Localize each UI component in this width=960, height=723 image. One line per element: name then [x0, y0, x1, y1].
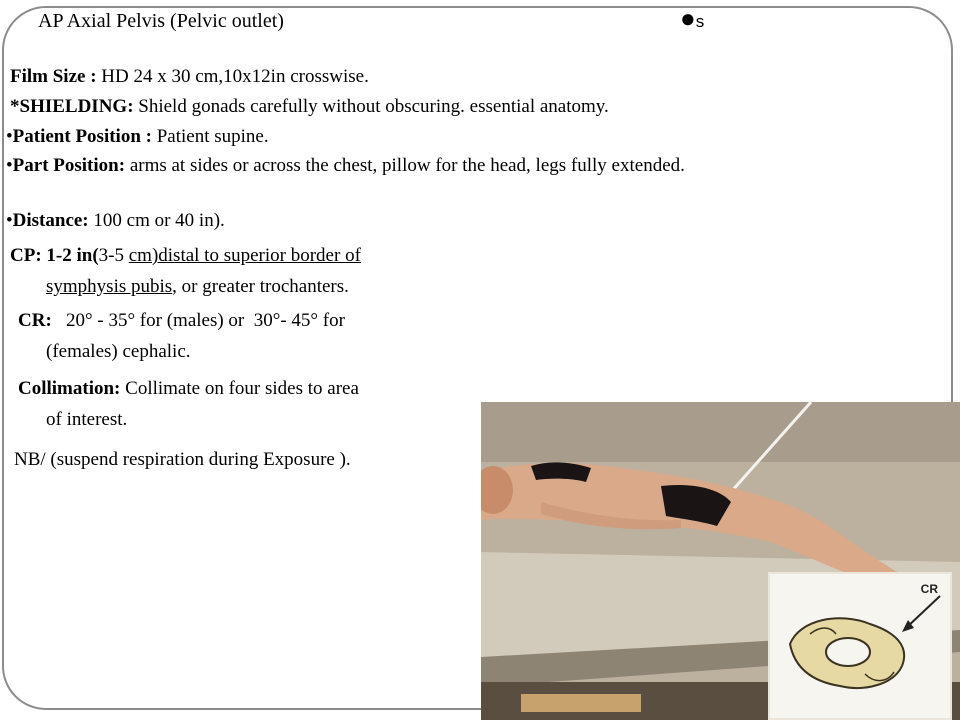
film-size-text: HD 24 x 30 cm,10x12in crosswise. — [96, 66, 369, 87]
bullet-glyph: • — [6, 126, 13, 147]
cp-label: CP: 1-2 in( — [10, 245, 99, 266]
distance-text: 100 cm or 40 in). — [88, 210, 225, 231]
cp-line-2 — [46, 276, 349, 298]
collimation-line2-text: of interest. — [46, 409, 128, 430]
bullet-dot-icon: ● — [680, 4, 696, 33]
part-position-line — [6, 155, 685, 177]
collimation-line-2 — [46, 409, 127, 431]
shielding-label: *SHIELDING: — [10, 96, 134, 117]
pelvis-diagram-inset — [768, 572, 952, 720]
cp-line-1 — [10, 245, 361, 267]
corner-bullet — [680, 6, 704, 33]
cr-line2-text: (females) cephalic. — [46, 341, 191, 362]
cp-text-underlined: cm)distal to superior border of — [128, 245, 361, 266]
bucky-tray — [521, 694, 641, 712]
film-size-label: Film Size : — [10, 66, 97, 87]
nb-line — [14, 449, 351, 471]
cp-text-plain: 3-5 — [98, 245, 129, 266]
collimation-label: Collimation: — [18, 378, 121, 399]
patient-position-line — [6, 126, 269, 148]
cr-line-2 — [46, 341, 191, 363]
cp-symphysis-text: symphysis pubis — [46, 276, 173, 297]
bullet-glyph: • — [6, 155, 13, 176]
cp-line2-rest: , or greater trochanters. — [172, 276, 349, 297]
part-position-label: Part Position: — [12, 155, 126, 176]
nb-text: NB/ (suspend respiration during Exposure ). — [14, 449, 351, 470]
patient-position-label: Patient Position : — [12, 126, 152, 147]
cr-arrow-shaft — [906, 596, 940, 628]
cr-label: CR: — [18, 310, 52, 331]
cr-line1-text: 20° - 35° for (males) or 30°- 45° for — [51, 310, 345, 331]
distance-line — [6, 210, 225, 232]
corner-mark-text: s — [695, 12, 705, 31]
shielding-text: Shield gonads carefully without obscuring. essential anatomy. — [133, 96, 609, 117]
collimation-line1-text: Collimate on four sides to area — [120, 378, 359, 399]
cr-line-1 — [18, 310, 345, 332]
patient-position-text: Patient supine. — [151, 126, 269, 147]
shielding-line — [10, 96, 609, 118]
inset-cr-label: CR — [920, 582, 938, 596]
part-position-text: arms at sides or across the chest, pillow for the head, legs fully extended. — [125, 155, 685, 176]
bullet-glyph: • — [6, 210, 13, 231]
collimation-line-1 — [18, 378, 359, 400]
distance-label: Distance: — [12, 210, 89, 231]
slide-title: AP Axial Pelvis (Pelvic outlet) — [38, 10, 284, 32]
photo-back-wall — [481, 402, 960, 462]
film-size-line — [10, 66, 369, 88]
pelvic-inlet — [826, 638, 870, 666]
